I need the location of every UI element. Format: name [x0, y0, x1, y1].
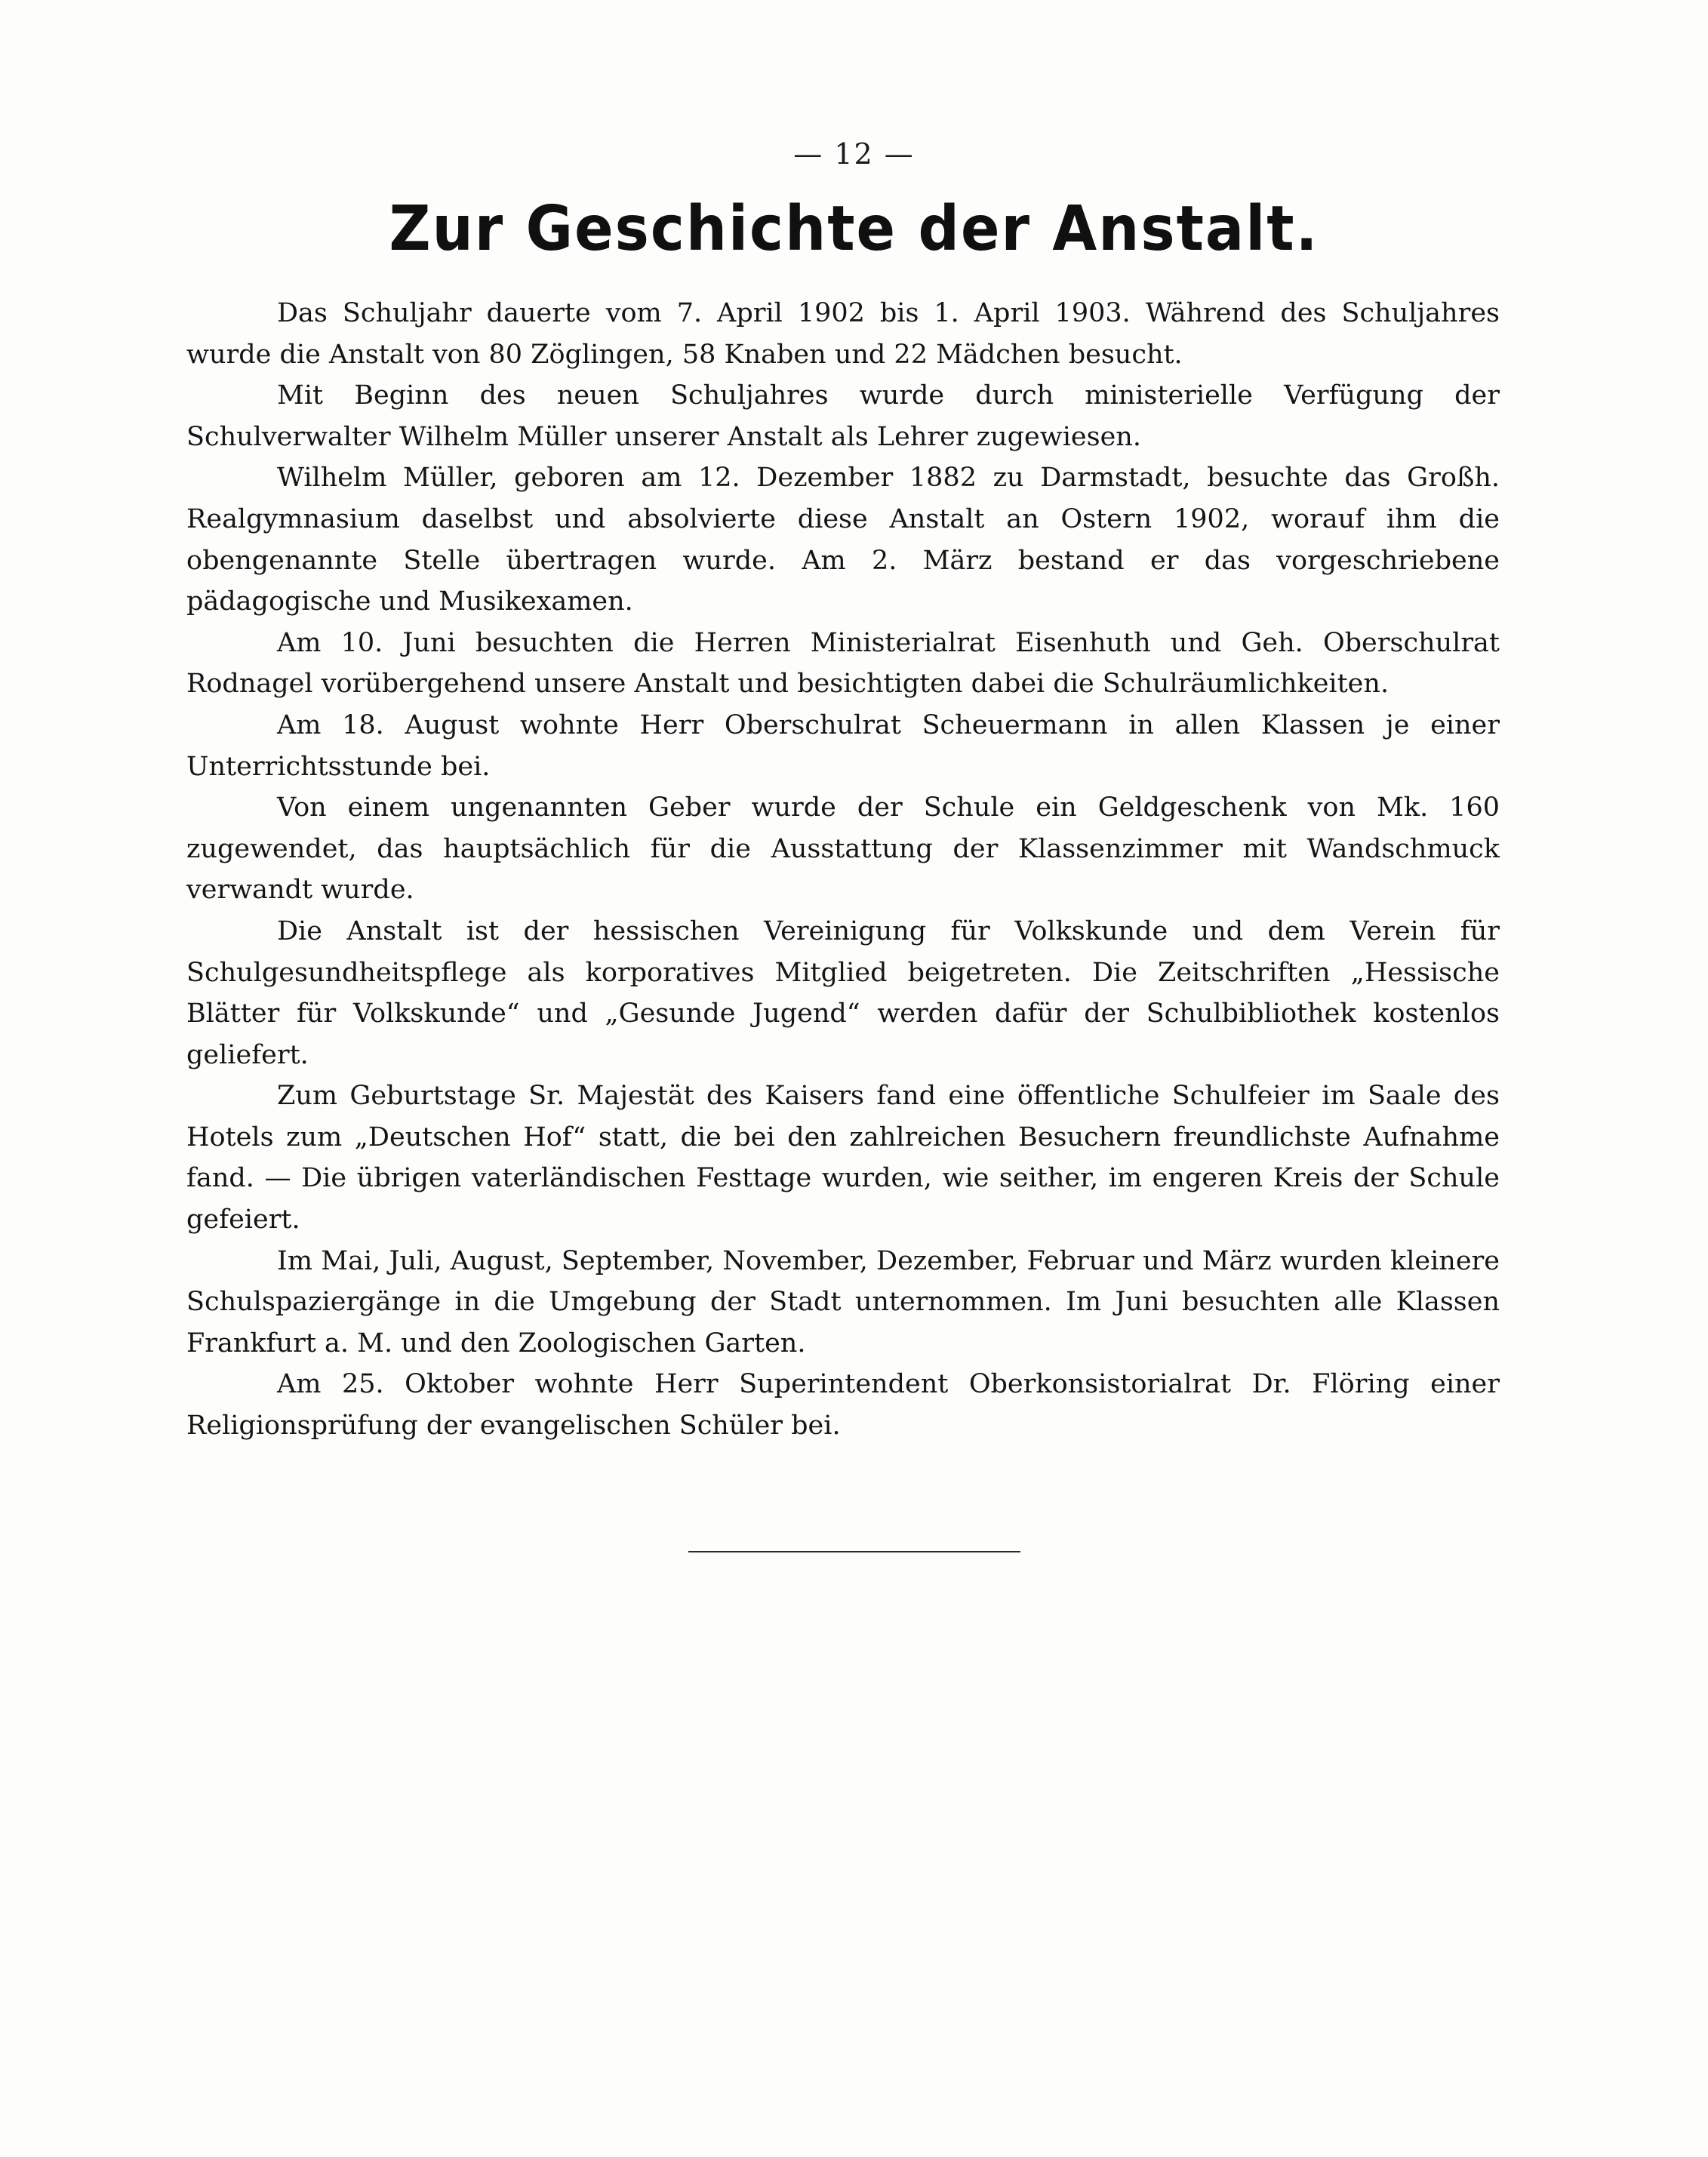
paragraph-donation: Von einem ungenannten Geber wurde der Schule ein Geldgeschenk von Mk. 160 zugewendet, das hauptsächlich für die Ausstattung der Klassenzimmer mit Wandschmuck verwandt wurde.	[186, 792, 1500, 906]
paragraph-memberships: Die Anstalt ist der hessischen Vereinigung für Volkskunde und dem Verein für Schulgesundheitspflege als korporatives Mitglied beigetreten. Die Zeitschriften „Hessische Blätter für Volkskunde“ und „Gesunde Jugend“ werden dafür der Schulbibliothek kostenlos geliefert.	[186, 915, 1500, 1070]
body-text	[186, 293, 1500, 1447]
paragraph-inspection: Am 18. August wohnte Herr Oberschulrat Scheuermann in allen Klassen je einer Unterrichtsstunde bei.	[186, 709, 1500, 782]
paragraph-school-year: Das Schuljahr dauerte vom 7. April 1902 bis 1. April 1903. Während des Schuljahres wurde die Anstalt von 80 Zöglingen, 58 Knaben und 22 Mädchen besucht.	[186, 298, 1500, 370]
paragraph-ministerial-visit: Am 10. Juni besuchten die Herren Ministerialrat Eisenhuth und Geh. Oberschulrat Rodnagel vorübergehend unsere Anstalt und besichtigten dabei die Schulräumlichkeiten.	[186, 627, 1500, 700]
section-end-rule	[688, 1551, 1020, 1552]
page-number: — 12 —	[793, 137, 915, 171]
paragraph-new-teacher: Mit Beginn des neuen Schuljahres wurde durch ministerielle Verfügung der Schulverwalter Wilhelm Müller unserer Anstalt als Lehrer zugewiesen.	[186, 380, 1500, 452]
paragraph-celebrations: Zum Geburtstage Sr. Majestät des Kaisers fand eine öffentliche Schulfeier im Saale des Hotels zum „Deutschen Hof“ statt, die bei den zahlreichen Besuchern freundlichste Aufnahme fand. — Die übrigen vaterländischen Festtage wurden, wie seither, im engeren Kreis der Schule gefeiert.	[186, 1081, 1500, 1235]
page-title: Zur Geschichte der Anstalt.	[389, 192, 1319, 265]
paragraph-excursions: Im Mai, Juli, August, September, November, Dezember, Februar und März wurden kleinere Schulspaziergänge in die Umgebung der Stadt unternommen. Im Juni besuchten alle Klassen Frankfurt a. M. und den Zoologischen Garten.	[186, 1245, 1500, 1359]
paragraph-religion-exam: Am 25. Oktober wohnte Herr Superintendent Oberkonsistorialrat Dr. Flöring einer Religionsprüfung der evangelischen Schüler bei.	[186, 1369, 1500, 1442]
paragraph-teacher-biography: Wilhelm Müller, geboren am 12. Dezember 1882 zu Darmstadt, besuchte das Großh. Realgymnasium daselbst und absolvierte diese Anstalt an Ostern 1902, worauf ihm die obengenannte Stelle übertragen wurde. Am 2. März bestand er das vorgeschriebene pädagogische und Musikexamen.	[186, 463, 1500, 617]
